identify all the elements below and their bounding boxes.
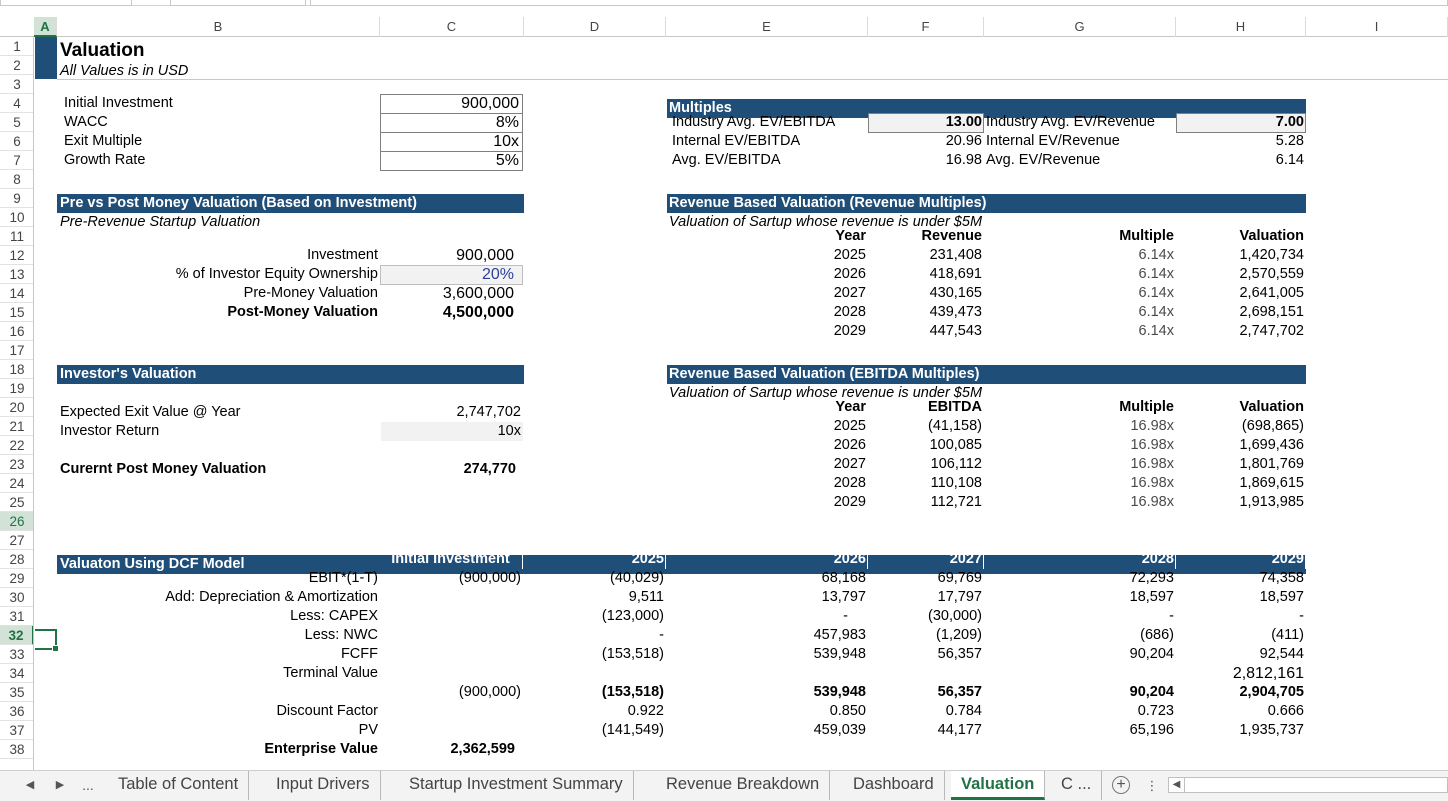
- multiple-label: Avg. EV/EBITDA: [672, 152, 781, 168]
- prepost-label: Investment: [307, 247, 378, 263]
- dcf-row-label: FCFF: [340, 646, 378, 662]
- prepost-label: Post-Money Valuation: [227, 304, 378, 320]
- ebitda_val-cell[interactable]: 2029: [833, 494, 866, 510]
- rev_val-cell[interactable]: 6.14x: [1138, 285, 1174, 301]
- rev_val-cell[interactable]: 231,408: [929, 247, 982, 263]
- row-header-34[interactable]: 34: [0, 664, 34, 683]
- input-value[interactable]: 5%: [495, 152, 519, 169]
- row-header-7[interactable]: 7: [0, 151, 34, 170]
- rev_val-cell[interactable]: 418,691: [929, 266, 982, 282]
- input-value[interactable]: 10x: [493, 133, 519, 150]
- row-header-23[interactable]: 23: [0, 455, 34, 474]
- ebitda_val-cell[interactable]: 112,721: [930, 494, 982, 510]
- ebitda_val-cell[interactable]: 106,112: [930, 456, 982, 472]
- prepost-subheader: Pre-Revenue Startup Valuation: [60, 214, 261, 230]
- dcf-header: Valuaton Using DCF Model: [60, 556, 245, 572]
- post-money-value[interactable]: 274,770: [463, 461, 516, 477]
- ebitda_val-cell[interactable]: 110,108: [930, 475, 982, 491]
- ribbon-tab-stub[interactable]: [0, 0, 132, 6]
- dcf-cell[interactable]: 44,177: [937, 722, 982, 738]
- rev_val-cell[interactable]: 2,698,151: [1239, 304, 1304, 320]
- dcf-cell[interactable]: 459,039: [813, 722, 866, 738]
- row-header-27[interactable]: 27: [0, 531, 34, 550]
- rev_val-cell[interactable]: 2026: [833, 266, 866, 282]
- dcf-cell[interactable]: (141,549): [601, 722, 664, 738]
- dcf-cell[interactable]: (153,518): [601, 646, 664, 662]
- row-header-18[interactable]: 18: [0, 360, 34, 379]
- rev_val-cell[interactable]: 430,165: [929, 285, 982, 301]
- ebitda_val-cell[interactable]: 16.98x: [1130, 494, 1174, 510]
- rev_val-cell[interactable]: 2029: [833, 323, 866, 339]
- input-label: Initial Investment: [64, 95, 173, 111]
- dcf-cell[interactable]: 74,358: [1259, 570, 1304, 586]
- prepost-value[interactable]: 4,500,000: [442, 304, 514, 321]
- ebitda_val-cell[interactable]: (698,865): [1241, 418, 1304, 434]
- dcf-cell[interactable]: 539,948: [813, 646, 866, 662]
- investor-return-value[interactable]: 10x: [497, 423, 521, 439]
- rev_val-cell[interactable]: 2,570,559: [1239, 266, 1304, 282]
- post-money-label: Curernt Post Money Valuation: [60, 461, 267, 477]
- multiple-value[interactable]: 7.00: [1275, 114, 1304, 130]
- prepost-value[interactable]: 900,000: [456, 247, 514, 264]
- column-headers: [0, 17, 1448, 37]
- rev_val-cell[interactable]: 2028: [833, 304, 866, 320]
- dcf-cell[interactable]: 56,357: [937, 646, 982, 662]
- rev_val-col-header: Revenue: [921, 228, 982, 244]
- dcf-row-label: EBIT*(1-T): [308, 570, 378, 586]
- scroll-left-arrow-icon[interactable]: ◀: [1169, 778, 1185, 792]
- multiples-header: Multiples: [669, 100, 732, 116]
- row-header-6[interactable]: 6: [0, 132, 34, 151]
- dcf-cell[interactable]: 18,597: [1129, 589, 1174, 605]
- input-label: Exit Multiple: [64, 133, 143, 149]
- multiple-label: Industry Avg. EV/Revenue: [986, 114, 1156, 130]
- dcf-cell[interactable]: 17,797: [937, 589, 982, 605]
- input-value[interactable]: 900,000: [461, 95, 519, 112]
- dcf-cell[interactable]: -: [659, 627, 664, 643]
- dcf-cell[interactable]: 72,293: [1129, 570, 1174, 586]
- ebitdaval-header: Revenue Based Valuation (EBITDA Multiples): [669, 366, 980, 382]
- sheet-tab-table-of-content[interactable]: Table of Content: [108, 771, 249, 800]
- multiple-value[interactable]: 16.98: [945, 152, 982, 168]
- ebitda_val-cell[interactable]: 2027: [833, 456, 866, 472]
- dcf-cell[interactable]: (1,209): [936, 627, 982, 643]
- rev_val-col-header: Year: [835, 228, 866, 244]
- rev_val-cell[interactable]: 6.14x: [1138, 304, 1174, 320]
- dcf-col-divider: [522, 550, 523, 569]
- ebitda_val-cell[interactable]: 1,869,615: [1239, 475, 1304, 491]
- exit-value-label: Expected Exit Value @ Year: [60, 404, 241, 420]
- ebitda_val-col-header: Valuation: [1239, 399, 1304, 415]
- column-header-g[interactable]: G: [984, 17, 1176, 37]
- input-label: WACC: [64, 114, 108, 130]
- sheet-tab-revenue-breakdown[interactable]: Revenue Breakdown: [656, 771, 830, 800]
- worksheet-grid[interactable]: [35, 37, 1448, 770]
- dcf-col-header: 2029: [1271, 551, 1304, 567]
- ebitda_val-cell[interactable]: 16.98x: [1130, 437, 1174, 453]
- add-sheet-icon[interactable]: +: [1112, 776, 1130, 794]
- row-header-21[interactable]: 21: [0, 417, 34, 436]
- dcf-cell[interactable]: 2,812,161: [1232, 665, 1304, 682]
- row-header-15[interactable]: 15: [0, 303, 34, 322]
- ebitda_val-col-header: Multiple: [1119, 399, 1174, 415]
- row-header-24[interactable]: 24: [0, 474, 34, 493]
- input-label: Growth Rate: [64, 152, 146, 168]
- dcf-cell[interactable]: 0.922: [627, 703, 664, 719]
- revval-header: Revenue Based Valuation (Revenue Multiples): [669, 195, 987, 211]
- dcf-row-label: Add: Depreciation & Amortization: [165, 589, 378, 605]
- multiple-value[interactable]: 20.96: [945, 133, 982, 149]
- row-header-20[interactable]: 20: [0, 398, 34, 417]
- multiple-value[interactable]: 5.28: [1275, 133, 1304, 149]
- rev_val-cell[interactable]: 2025: [833, 247, 866, 263]
- exit-value[interactable]: 2,747,702: [456, 404, 521, 420]
- row-header-36[interactable]: 36: [0, 702, 34, 721]
- row-header-38[interactable]: 38: [0, 740, 34, 759]
- ebitda_val-cell[interactable]: 16.98x: [1130, 418, 1174, 434]
- dcf-cell[interactable]: (153,518): [601, 684, 664, 700]
- row-header-9[interactable]: 9: [0, 189, 34, 208]
- dcf-cell[interactable]: 9,511: [628, 589, 664, 605]
- rev_val-cell[interactable]: 2,641,005: [1239, 285, 1304, 301]
- dcf-cell[interactable]: 69,769: [937, 570, 982, 586]
- dcf-cell[interactable]: 56,357: [937, 684, 982, 700]
- multiple-label: Internal EV/EBITDA: [672, 133, 801, 149]
- rev_val-cell[interactable]: 6.14x: [1138, 247, 1174, 263]
- rev_val-cell[interactable]: 439,473: [929, 304, 982, 320]
- ebitda_val-cell[interactable]: 16.98x: [1130, 456, 1174, 472]
- revval-subheader: Valuation of Sartup whose revenue is under $5M: [669, 214, 983, 230]
- tab-more-left[interactable]: ...: [82, 777, 94, 793]
- tab-split-handle-icon[interactable]: ⋮: [1145, 778, 1159, 793]
- prepost-header: Pre vs Post Money Valuation (Based on Investment): [60, 195, 417, 211]
- dcf-cell[interactable]: (40,029): [609, 570, 664, 586]
- rev_val-cell[interactable]: 2027: [833, 285, 866, 301]
- rev_val-col-header: Valuation: [1239, 228, 1304, 244]
- column-header-b[interactable]: B: [57, 17, 380, 37]
- ebitda_val-cell[interactable]: 1,699,436: [1239, 437, 1304, 453]
- title-accent-bar: [35, 37, 57, 79]
- row-header-30[interactable]: 30: [0, 588, 34, 607]
- dcf-row-label: Less: CAPEX: [290, 608, 378, 624]
- sheet-tab-startup-investment-summary[interactable]: Startup Investment Summary: [399, 771, 634, 800]
- rev_val-col-header: Multiple: [1119, 228, 1174, 244]
- dcf-row-label: PV: [358, 722, 378, 738]
- rev_val-cell[interactable]: 447,543: [929, 323, 982, 339]
- prepost-value[interactable]: 3,600,000: [442, 285, 514, 302]
- column-header-h[interactable]: H: [1176, 17, 1306, 37]
- multiple-value[interactable]: 13.00: [945, 114, 982, 130]
- formula-bar-strip: [0, 0, 1448, 6]
- dcf-row-label: Terminal Value: [283, 665, 378, 681]
- dcf-cell[interactable]: (900,000): [458, 570, 521, 586]
- sheet-title: Valuation: [60, 40, 145, 61]
- dcf-cell[interactable]: (686): [1140, 627, 1174, 643]
- ebitda_val-cell[interactable]: 1,801,769: [1239, 456, 1304, 472]
- dcf-col-header: 2028: [1141, 551, 1174, 567]
- sheet-subtitle: All Values is in USD: [60, 63, 189, 79]
- column-header-a[interactable]: A: [34, 17, 57, 37]
- dcf-row-label: Discount Factor: [276, 703, 378, 719]
- row-header-25[interactable]: 25: [0, 493, 34, 512]
- row-header-28[interactable]: 28: [0, 550, 34, 569]
- dcf-cell[interactable]: -: [843, 608, 848, 624]
- dcf-row-label: Enterprise Value: [264, 741, 378, 757]
- row-headers: [0, 37, 34, 770]
- multiple-value[interactable]: 6.14: [1275, 152, 1304, 168]
- multiple-label: Avg. EV/Revenue: [986, 152, 1101, 168]
- multiple-label: Internal EV/Revenue: [986, 133, 1120, 149]
- prepost-label: % of Investor Equity Ownership: [175, 266, 378, 282]
- row-header-4[interactable]: 4: [0, 94, 34, 113]
- row-header-3[interactable]: 3: [0, 75, 34, 94]
- rev_val-cell[interactable]: 1,420,734: [1239, 247, 1304, 263]
- rev_val-cell[interactable]: 6.14x: [1138, 266, 1174, 282]
- dcf-cell[interactable]: (123,000): [601, 608, 664, 624]
- sheet-tab-bar: [0, 770, 1448, 801]
- dcf-cell[interactable]: 539,948: [813, 684, 866, 700]
- prepost-value[interactable]: 20%: [481, 266, 514, 283]
- ebitda_val-cell[interactable]: 2026: [833, 437, 866, 453]
- row-header-37[interactable]: 37: [0, 721, 34, 740]
- dcf-col-header: 2026: [833, 551, 866, 567]
- sheet-tab-c[interactable]: C ...: [1051, 771, 1102, 800]
- ebitda_val-cell[interactable]: (41,158): [927, 418, 982, 434]
- rev_val-cell[interactable]: 6.14x: [1138, 323, 1174, 339]
- dcf-row-label: Less: NWC: [304, 627, 378, 643]
- column-header-d[interactable]: D: [524, 17, 666, 37]
- row-header-14[interactable]: 14: [0, 284, 34, 303]
- tab-scroll-right-icon[interactable]: ▶: [55, 779, 65, 791]
- dcf-cell[interactable]: 0.723: [1137, 703, 1174, 719]
- dcf-col-header: 2027: [949, 551, 982, 567]
- dcf-cell[interactable]: 0.666: [1267, 703, 1304, 719]
- row-header-33[interactable]: 33: [0, 645, 34, 664]
- active-cell[interactable]: [35, 629, 57, 650]
- ebitda_val-cell[interactable]: 1,913,985: [1239, 494, 1304, 510]
- dcf-cell[interactable]: -: [1299, 608, 1304, 624]
- dcf-cell[interactable]: 92,544: [1259, 646, 1304, 662]
- dcf-cell[interactable]: 0.850: [829, 703, 866, 719]
- dcf-cell[interactable]: (30,000): [927, 608, 982, 624]
- dcf-col-header: 2025: [631, 551, 664, 567]
- investor-return-label: Investor Return: [60, 423, 160, 439]
- row-header-2[interactable]: 2: [0, 56, 34, 75]
- row-header-35[interactable]: 35: [0, 683, 34, 702]
- dcf-cell[interactable]: (411): [1271, 627, 1304, 643]
- row-header-10[interactable]: 10: [0, 208, 34, 227]
- dcf-cell[interactable]: 65,196: [1129, 722, 1174, 738]
- row-header-26[interactable]: 26: [0, 512, 34, 531]
- row-header-16[interactable]: 16: [0, 322, 34, 341]
- sheet-tab-valuation[interactable]: Valuation: [951, 771, 1045, 800]
- tab-scroll-left-icon[interactable]: ◀: [25, 779, 35, 791]
- ebitda_val-cell[interactable]: 2028: [833, 475, 866, 491]
- dcf-col-header: Initial Investment: [391, 551, 510, 567]
- ebitda_val-cell[interactable]: 100,085: [929, 437, 982, 453]
- ebitda_val-col-header: EBITDA: [928, 399, 982, 415]
- row-header-11[interactable]: 11: [0, 227, 34, 246]
- row-header-17[interactable]: 17: [0, 341, 34, 360]
- ebitda_val-col-header: Year: [835, 399, 866, 415]
- row-header-19[interactable]: 19: [0, 379, 34, 398]
- dcf-cell[interactable]: 0.784: [945, 703, 982, 719]
- column-header-i[interactable]: I: [1306, 17, 1448, 37]
- dcf-cell[interactable]: 457,983: [813, 627, 866, 643]
- dcf-cell[interactable]: 1,935,737: [1239, 722, 1304, 738]
- row-header-32[interactable]: 32: [0, 626, 34, 645]
- multiple-label: Industry Avg. EV/EBITDA: [672, 114, 836, 130]
- title-divider: [57, 79, 1448, 80]
- sheet-tab-dashboard[interactable]: Dashboard: [843, 771, 945, 800]
- row-header-31[interactable]: 31: [0, 607, 34, 626]
- dcf-cell[interactable]: -: [1169, 608, 1174, 624]
- dcf-cell[interactable]: 2,904,705: [1239, 684, 1304, 700]
- row-header-22[interactable]: 22: [0, 436, 34, 455]
- dcf-cell[interactable]: (900,000): [458, 684, 521, 700]
- row-header-1[interactable]: 1: [0, 37, 34, 56]
- ribbon-tab-stub[interactable]: [170, 0, 306, 6]
- row-header-5[interactable]: 5: [0, 113, 34, 132]
- dcf-cell[interactable]: 68,168: [821, 570, 866, 586]
- dcf-cell[interactable]: 2,362,599: [450, 741, 515, 757]
- ebitdaval-subheader: Valuation of Sartup whose revenue is under $5M: [669, 385, 983, 401]
- horizontal-scrollbar[interactable]: [1168, 777, 1448, 793]
- dcf-cell[interactable]: 90,204: [1129, 646, 1174, 662]
- dcf-cell[interactable]: 18,597: [1259, 589, 1304, 605]
- investor-header: Investor's Valuation: [60, 366, 197, 382]
- ebitda_val-cell[interactable]: 16.98x: [1130, 475, 1174, 491]
- rev_val-cell[interactable]: 2,747,702: [1239, 323, 1304, 339]
- row-header-13[interactable]: 13: [0, 265, 34, 284]
- dcf-col-divider: [1305, 550, 1306, 569]
- formula-input-stub[interactable]: [310, 0, 1448, 6]
- prepost-label: Pre-Money Valuation: [243, 285, 378, 301]
- row-header-8[interactable]: 8: [0, 170, 34, 189]
- dcf-cell[interactable]: 90,204: [1129, 684, 1174, 700]
- row-header-29[interactable]: 29: [0, 569, 34, 588]
- column-header-f[interactable]: F: [868, 17, 984, 37]
- row-header-12[interactable]: 12: [0, 246, 34, 265]
- ebitda_val-cell[interactable]: 2025: [833, 418, 866, 434]
- sheet-tab-input-drivers[interactable]: Input Drivers: [266, 771, 381, 800]
- column-header-c[interactable]: C: [380, 17, 524, 37]
- column-header-e[interactable]: E: [666, 17, 868, 37]
- input-value[interactable]: 8%: [495, 114, 519, 131]
- dcf-cell[interactable]: 13,797: [821, 589, 866, 605]
